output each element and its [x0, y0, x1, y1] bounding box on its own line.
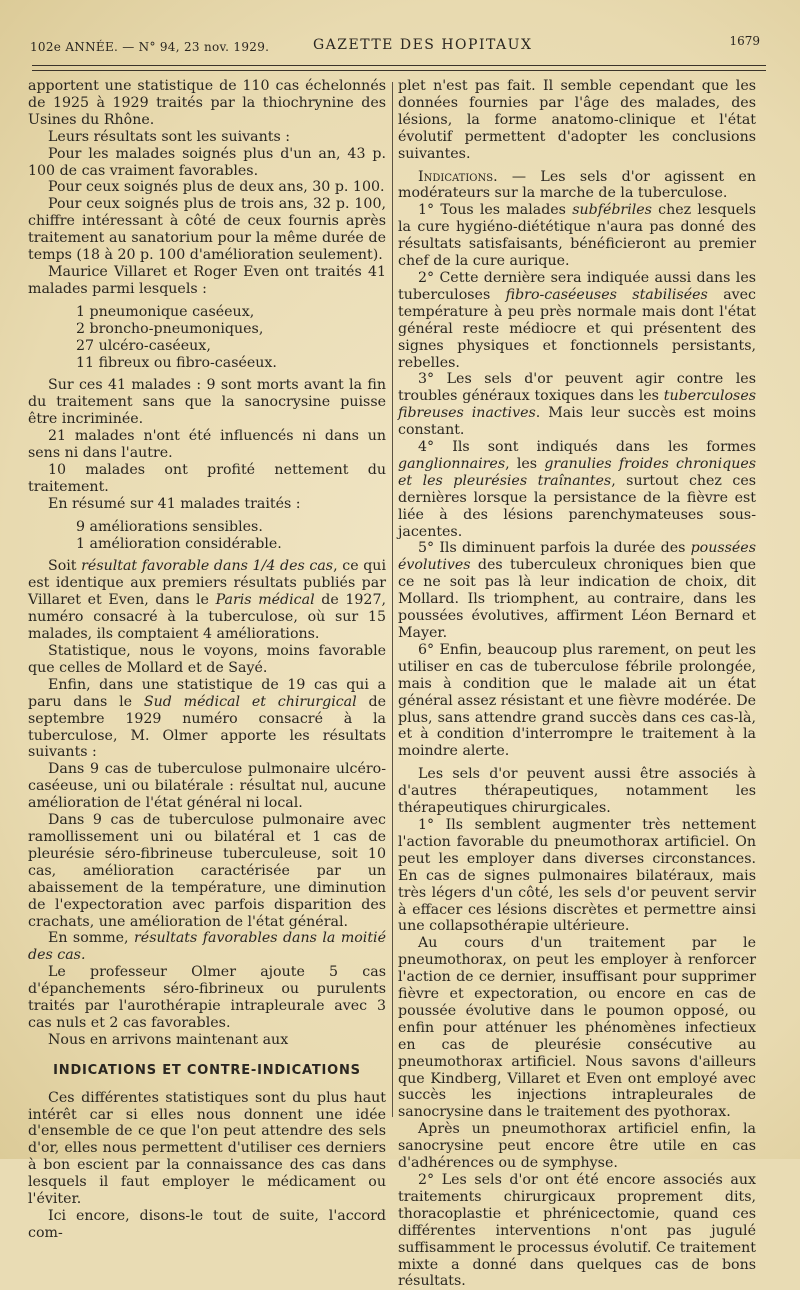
paragraph: 21 malades n'ont été influencés ni dans un sens ni dans l'autre.	[28, 428, 386, 462]
paragraph: Maurice Villaret et Roger Even ont traités 41 malades parmi lesquels :	[28, 263, 386, 297]
right-column	[398, 78, 756, 1290]
list-item: 1 amélioration considérable.	[76, 535, 282, 552]
paragraph: Statistique, nous le voyons, moins favorable que celles de Mollard et de Sayé.	[28, 643, 386, 676]
paragraph: Ici encore, disons-le tout de suite, l'accord com-	[28, 1208, 386, 1241]
list-item: 11 fibreux ou fibro-caséeux.	[76, 354, 277, 371]
paragraph: En somme, résultats favorables dans la moitié des cas.	[28, 930, 386, 964]
paragraph: Nous en arrivons maintenant aux	[48, 1031, 289, 1048]
paragraph: Ces différentes statistiques sont du plus haut intérêt car si elles nous donnent une idée d'ensemble de ce que l'on peut attendre des sels d'or, elles nous permettent d'utiliser ces derniers à bon escient par la connaissance des cas dans lesquels il faut employer le médicament ou l'éviter.	[28, 1089, 386, 1208]
running-header	[30, 32, 760, 58]
paragraph: 2° Les sels d'or ont été encore associés aux traitements chirurgicaux proprement dits, thoracoplastie et phrénicectomie, quand ces différentes interventions n'ont pas jugulé suffisamment le processus évolutif. Ce traitement mixte a donné dans quelques cas de bons résultats.	[398, 1172, 756, 1290]
issue-info: 102e ANNÉE. — N° 94, 23 nov. 1929.	[30, 40, 270, 54]
paragraph: apportent une statistique de 110 cas échelonnés de 1925 à 1929 traités par la thiochrynine des Usines du Rhône.	[28, 78, 386, 128]
paragraph: Soit résultat favorable dans 1/4 des cas, ce qui est identique aux premiers résultats publiés par Villaret et Even, dans le Paris médical de 1927, numéro consacré à la tuberculose, où sur 15 malades, ils comptaient 4 améliorations.	[28, 558, 386, 643]
paragraph: 3° Les sels d'or peuvent agir contre les troubles généraux toxiques dans les tuberculoses fibreuses inactives. Mais leur succès est moins constant.	[398, 371, 756, 439]
paragraph: 10 malades ont profité nettement du traitement.	[28, 461, 386, 495]
paragraph: En résumé sur 41 malades traités :	[48, 495, 301, 512]
paragraph: 4° Ils sont indiqués dans les formes ganglionnaires, les granulies froides chroniques et les pleurésies traînantes, surtout chez ces dernières lorsque la persistance de la fièvre est liée à des lésions parenchymateuses sous-jacentes.	[398, 439, 757, 540]
paragraph: 6° Enfin, beaucoup plus rarement, on peut les utiliser en cas de tuberculose fébrile prolongée, mais à condition que le malade ait un état général assez résistant et une fièvre modérée. De plus, sans attendre grand succès dans ces cas-là, et à condition d'interrompre le traitement à la moindre alerte.	[398, 641, 756, 760]
list-item: 27 ulcéro-caséeux,	[76, 337, 211, 354]
header-rule	[32, 65, 766, 66]
paragraph: Dans 9 cas de tuberculose pulmonaire ulcéro-caséeuse, uni ou bilatérale : résultat nul, aucune amélioration de l'état général ni local.	[28, 761, 386, 812]
paragraph: Indications. — Les sels d'or agissent en modérateurs sur la marche de la tuberculose.	[398, 168, 756, 202]
list-item: 2 broncho-pneumoniques,	[76, 320, 264, 337]
left-column	[28, 78, 386, 1242]
paragraph: 5° Ils diminuent parfois la durée des poussées évolutives des tuberculeux chroniques bien que ce ne soit pas là leur indication de choix, dit Mollard. Ils triomphent, au contraire, dans les poussées évolutives, affirment Léon Bernard et Mayer.	[398, 540, 756, 641]
list-item: 9 améliorations sensibles.	[76, 518, 263, 535]
journal-title: GAZETTE DES HOPITAUX	[313, 37, 533, 53]
paragraph: plet n'est pas fait. Il semble cependant que les données fournies par l'âge des malades, des lésions, la forme anatomo-clinique et l'état évolutif permettent d'adopter les conclusions suivantes.	[398, 78, 756, 162]
paragraph: Après un pneumothorax artificiel enfin, la sanocrysine peut encore être utile en cas d'adhérences ou de symphyse.	[398, 1121, 756, 1172]
paragraph: 2° Cette dernière sera indiquée aussi dans les tuberculoses fibro-caséeuses stabilisées avec température à peu près normale mais dont l'état général reste médiocre et qui présentent des signes physiques et fonctionnels persistants, rebelles.	[398, 269, 757, 371]
header-rule-thin	[32, 70, 766, 71]
paragraph: 1° Tous les malades subfébriles chez lesquels la cure hygiéno-diététique n'aura pas donné des résultats satisfaisants, bénéficieront au premier chef de la cure aurique.	[398, 202, 756, 270]
paragraph: Pour ceux soignés plus de deux ans, 30 p. 100.	[48, 179, 385, 196]
paragraph: 1° Ils semblent augmenter très nettement l'action favorable du pneumothorax artificiel. On peut les employer dans diverses circonstances. En cas de signes pulmonaires bilatéraux, mais très légers d'un côté, les sels d'or peuvent servir à effacer ces lésions discrètes et permettre ainsi une collapsothérapie ultérieure.	[398, 816, 756, 935]
paragraph: Le professeur Olmer ajoute 5 cas d'épanchements séro-fibrineux ou purulents traités par l'aurothérapie intrapleurale avec 3 cas nuls et 2 cas favorables.	[28, 964, 386, 1031]
paragraph: Dans 9 cas de tuberculose pulmonaire avec ramollissement uni ou bilatéral et 1 cas de pleurésie séro-fibrineuse tuberculeuse, soit 10 cas, amélioration caractérisée par un abaissement de la température, une diminution de l'expectoration avec parfois disparition des crachats, une amélioration de l'état général.	[28, 812, 386, 930]
page-number: 1679	[729, 34, 760, 48]
paragraph: Les sels d'or peuvent aussi être associés à d'autres thérapeutiques, notamment les thérapeutiques chirurgicales.	[398, 766, 756, 817]
column-divider	[392, 82, 393, 1117]
paragraph: Leurs résultats sont les suivants :	[48, 128, 291, 145]
list-item: 1 pneumonique caséeux,	[76, 303, 255, 320]
paragraph: Sur ces 41 malades : 9 sont morts avant la fin du traitement sans que la sanocrysine puisse être incriminée.	[28, 377, 386, 428]
paragraph: Pour les malades soignés plus d'un an, 43 p. 100 de cas vraiment favorables.	[28, 145, 386, 179]
paragraph: Pour ceux soignés plus de trois ans, 32 p. 100, chiffre intéressant à côté de ceux fournis après traitement au sanatorium pour la même durée de temps (18 à 20 p. 100 d'amélioration seulement).	[28, 196, 386, 264]
section-heading: INDICATIONS ET CONTRE-INDICATIONS	[53, 1062, 361, 1078]
paragraph: Enfin, dans une statistique de 19 cas qui a paru dans le Sud médical et chirurgical de septembre 1929 numéro consacré à la tuberculose, M. Olmer apporte les résultats suivants :	[28, 676, 386, 761]
paragraph: Au cours d'un traitement par le pneumothorax, on peut les employer à renforcer l'action de ce dernier, insuffisant pour supprimer fièvre et expectoration, ou encore en cas de poussée évolutive dans le poumon opposé, ou enfin pour atténuer les phénomènes infectieux en cas de pleurésie consécutive au pneumothorax artificiel. Nous savons d'ailleurs que Kindberg, Villaret et Even ont employé avec succès les injections intrapleurales de sanocrysine dans le traitement des pyothorax.	[398, 935, 756, 1121]
